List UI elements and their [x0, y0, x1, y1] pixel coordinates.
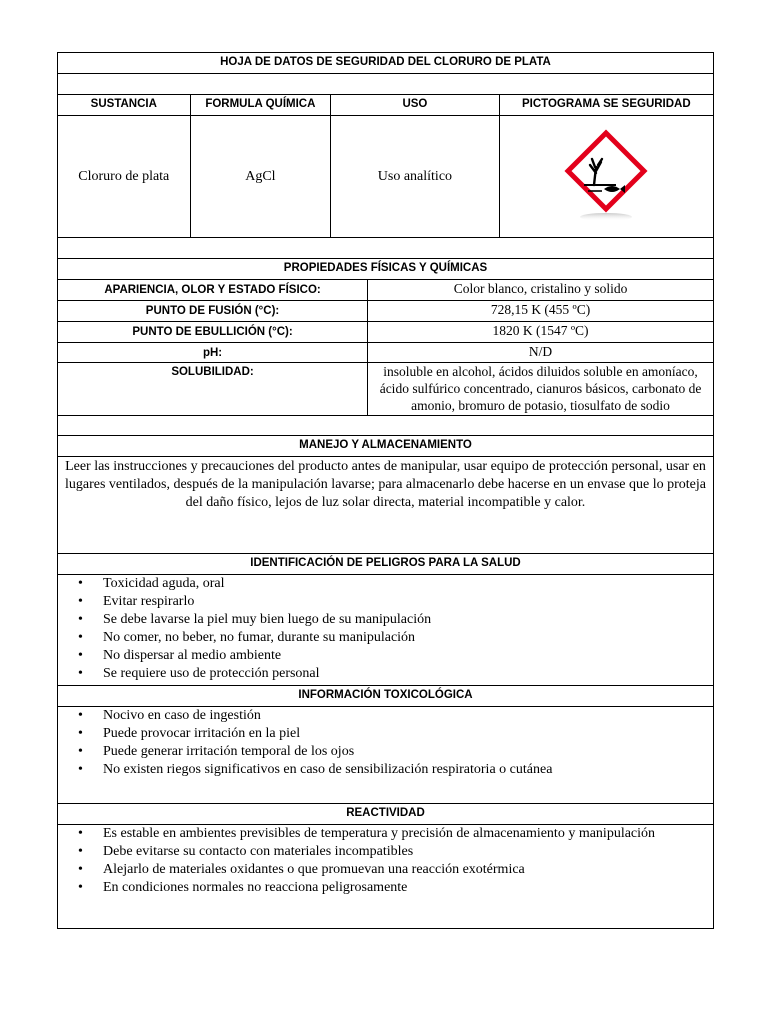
property-row	[58, 301, 713, 322]
handling-heading-row	[58, 436, 713, 457]
list-item: • En condiciones normales no reacciona peligrosamente	[103, 879, 713, 897]
property-row	[58, 363, 713, 416]
property-value: 728,15 K (455 ºC)	[490, 302, 591, 317]
sheet-title: HOJA DE DATOS DE SEGURIDAD DEL CLORURO DE PLATA	[220, 56, 551, 68]
substance-row	[58, 116, 713, 238]
pictogram-cell	[500, 116, 713, 237]
handling-text: Leer las instrucciones y precauciones del producto antes de manipular, usar equipo de protección personal, usar en lugares ventilados, después de la manipulación lavarse; para almacenarlo debe hacerse en un envase que lo proteja del daño físico, lejos de luz solar directa, material incompatible y calor.	[64, 459, 706, 510]
toxicology-heading-row	[58, 686, 713, 707]
properties-heading-row	[58, 259, 713, 280]
header-pictograma: PICTOGRAMA SE SEGURIDAD	[521, 98, 691, 110]
property-label: pH:	[58, 343, 368, 362]
list-item: • Puede provocar irritación en la piel	[103, 725, 713, 743]
property-label: SOLUBILIDAD:	[58, 363, 368, 415]
list-item: • Es estable en ambientes previsibles de temperatura y precisión de almacenamiento y manipulación	[103, 825, 713, 843]
list-item: • Se debe lavarse la piel muy bien luego de su manipulación	[103, 611, 713, 629]
reactivity-heading: REACTIVIDAD	[346, 807, 425, 819]
header-formula: FORMULA QUÍMICA	[191, 95, 332, 115]
substance-name: Cloruro de plata	[58, 116, 191, 237]
list-item: • Toxicidad aguda, oral	[103, 575, 713, 593]
substance-formula: AgCl	[191, 116, 332, 237]
spacer-row	[58, 416, 713, 436]
list-item: • Puede generar irritación temporal de los ojos	[103, 743, 713, 761]
health-heading: IDENTIFICACIÓN DE PELIGROS PARA LA SALUD	[250, 557, 521, 569]
reactivity-list-row	[58, 825, 713, 929]
reactivity-list	[58, 825, 713, 897]
list-item: • No existen riegos significativos en caso de sensibilización respiratoria o cutánea	[103, 761, 713, 779]
reactivity-list-cell	[58, 825, 713, 929]
spacer-row	[58, 238, 713, 259]
toxicology-heading: INFORMACIÓN TOXICOLÓGICA	[298, 689, 473, 701]
property-row	[58, 343, 713, 363]
health-list-row	[58, 575, 713, 686]
health-list	[58, 575, 713, 683]
spacer-row	[58, 74, 713, 95]
list-item: • Nocivo en caso de ingestión	[103, 707, 713, 725]
list-item: • Se requiere uso de protección personal	[103, 665, 713, 683]
property-value: insoluble en alcohol, ácidos diluidos soluble en amoníaco, ácido sulfúrico concentrado, cianuros básicos, carbonato de amonio, bromuro de potasio, tiosulfato de sodio	[379, 364, 702, 413]
health-list-cell	[58, 575, 713, 685]
property-row	[58, 322, 713, 343]
property-label: PUNTO DE EBULLICIÓN (°C):	[58, 322, 368, 342]
handling-row	[58, 457, 713, 554]
substance-header-row	[58, 95, 713, 116]
safety-data-sheet	[57, 52, 714, 929]
title-row	[58, 53, 713, 74]
reactivity-heading-row	[58, 804, 713, 825]
property-value: Color blanco, cristalino y solido	[453, 281, 628, 296]
property-label: APARIENCIA, OLOR Y ESTADO FÍSICO:	[58, 280, 368, 300]
environment-hazard-icon	[564, 129, 648, 225]
header-sustancia: SUSTANCIA	[58, 95, 191, 115]
list-item: • Evitar respirarlo	[103, 593, 713, 611]
properties-heading: PROPIEDADES FÍSICAS Y QUÍMICAS	[283, 262, 488, 274]
toxicology-list-row	[58, 707, 713, 804]
property-value: N/D	[528, 344, 553, 359]
list-item: • No comer, no beber, no fumar, durante su manipulación	[103, 629, 713, 647]
health-heading-row	[58, 554, 713, 575]
property-label: PUNTO DE FUSIÓN (°C):	[58, 301, 368, 321]
list-item: • No dispersar al medio ambiente	[103, 647, 713, 665]
list-item: • Debe evitarse su contacto con materiales incompatibles	[103, 843, 713, 861]
toxicology-list	[58, 707, 713, 779]
handling-heading: MANEJO Y ALMACENAMIENTO	[299, 439, 472, 451]
substance-use: Uso analítico	[331, 116, 499, 237]
property-row	[58, 280, 713, 301]
header-uso: USO	[331, 95, 499, 115]
toxicology-list-cell	[58, 707, 713, 803]
property-value: 1820 K (1547 ºC)	[492, 323, 589, 338]
list-item: • Alejarlo de materiales oxidantes o que promuevan una reacción exotérmica	[103, 861, 713, 879]
